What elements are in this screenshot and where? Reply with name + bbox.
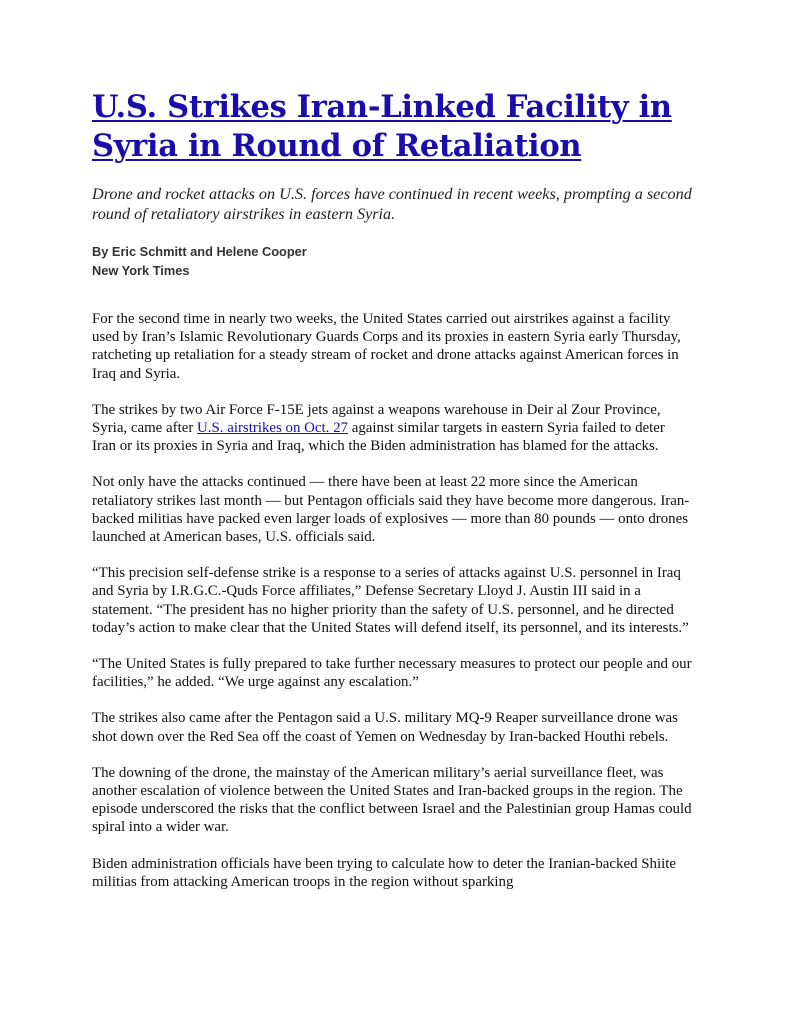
byline-block — [92, 242, 692, 280]
article-subtitle: Drone and rocket attacks on U.S. forces have continued in recent weeks, prompting a second round of retaliatory airstrikes in eastern Syria. — [92, 185, 692, 223]
article-body — [92, 310, 692, 891]
article-title-link[interactable]: U.S. Strikes Iran-Linked Facility in Syria in Round of Retaliation — [92, 89, 672, 164]
byline-authors: By Eric Schmitt and Helene Cooper — [92, 244, 307, 259]
paragraph-2-text-after: against similar targets in eastern Syria failed to deter Iran or its proxies in Syria and Iraq, which the Biden administration has blamed for the attacks. — [92, 420, 665, 455]
body-paragraph-7: The downing of the drone, the mainstay of the American military’s aerial surveillance fleet, was another escalation of violence between the United States and Iran-backed groups in the region. The episode underscored the risks that the conflict between Israel and the Palestinian group Hamas could spiral into a wider war. — [92, 764, 692, 836]
body-paragraph-1: For the second time in nearly two weeks, the United States carried out airstrikes against a facility used by Iran’s Islamic Revolutionary Guards Corps and its proxies in eastern Syria early Thursday, ratcheting up retaliation for a steady stream of rocket and drone attacks against American forces in Iraq and Syria. — [92, 311, 681, 382]
body-paragraph-8: Biden administration officials have been trying to calculate how to deter the Iranian-backed Shiite militias from attacking American troops in the region without sparking — [92, 855, 676, 890]
body-paragraph-2 — [92, 401, 692, 456]
body-paragraph-4: “This precision self-defense strike is a response to a series of attacks against U.S. personnel in Iraq and Syria by I.R.G.C.-Quds Force affiliates,” Defense Secretary Lloyd J. Austin III said in a statement. “The president has no higher priority than the safety of U.S. personnel, and he directed today’s action to make clear that the United States will defend itself, its personnel, and its interests.” — [92, 565, 689, 636]
oct-27-airstrikes-link[interactable]: U.S. airstrikes on Oct. 27 — [197, 420, 348, 437]
paragraph-2-text-before: The strikes by two Air Force F-15E jets against a weapons warehouse in Deir al Zour Province, Syria, came after — [92, 401, 661, 437]
byline-publication: New York Times — [92, 263, 190, 278]
article-title — [92, 88, 692, 166]
body-paragraph-3: Not only have the attacks continued — there have been at least 22 more since the American retaliatory strikes last month — but Pentagon officials said they have become more dangerous. Iran-backed militias have packed even larger loads of explosives — more than 80 pounds — onto drones launched at American bases, U.S. officials said. — [92, 474, 690, 546]
body-paragraph-6: The strikes also came after the Pentagon said a U.S. military MQ-9 Reaper surveillance drone was shot down over the Red Sea off the coast of Yemen on Wednesday by Iran-backed Houthi rebels. — [92, 710, 678, 745]
article-page — [92, 88, 692, 909]
body-paragraph-5: “The United States is fully prepared to take further necessary measures to protect our people and our facilities,” he added. “We urge against any escalation.” — [92, 656, 692, 691]
